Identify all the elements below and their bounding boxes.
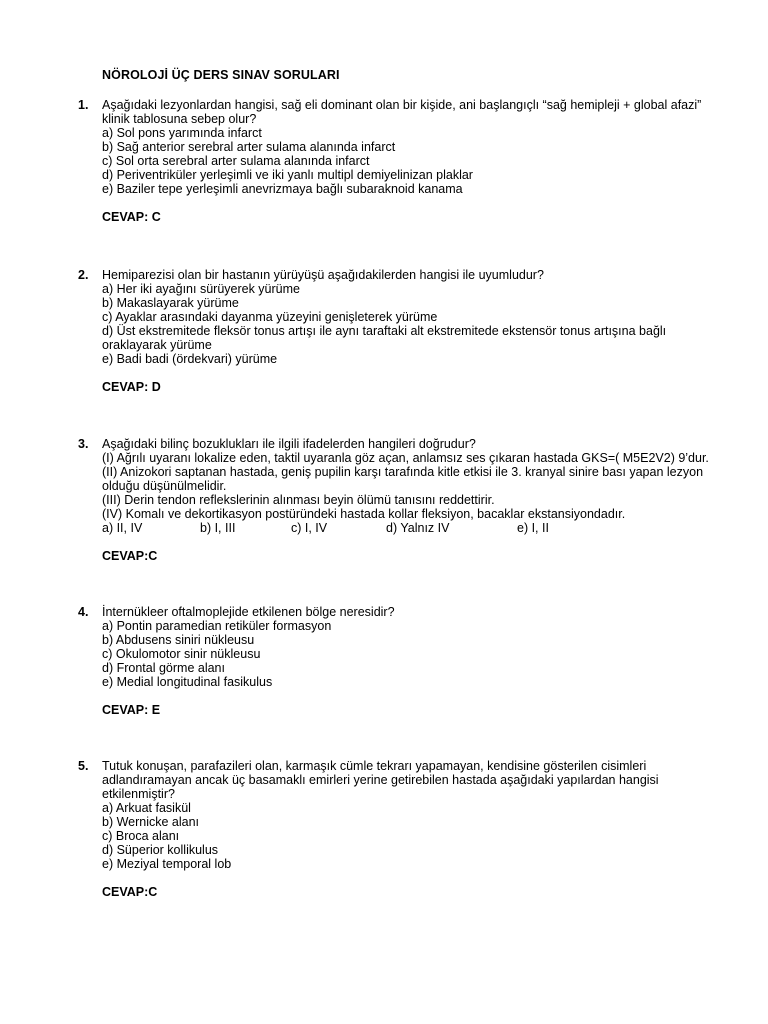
answer-option-c: c) Ayaklar arasındaki dayanma yüzeyini genişleterek yürüme bbox=[102, 310, 438, 324]
question-stem-line: Aşağıdaki bilinç bozuklukları ile ilgili ifadelerden hangileri doğrudur? bbox=[102, 437, 476, 451]
answer-option-c: c) Broca alanı bbox=[102, 829, 180, 843]
answer-option-e: e) Badi badi (ördekvari) yürüme bbox=[102, 352, 278, 366]
question-stem-line: adlandıramayan ancak üç basamaklı emirleri yerine getirebilen hastada aşağıdaki yapılardan hangisi bbox=[102, 773, 659, 787]
answer-option-d-continued: oraklayarak yürüme bbox=[102, 338, 212, 352]
answer-key: CEVAP: E bbox=[102, 703, 161, 717]
statement-iii: (III) Derin tendon reflekslerinin alınması beyin ölümü tanısını reddettirir. bbox=[102, 493, 495, 507]
answer-option-d: d) Süperior kollikulus bbox=[102, 843, 219, 857]
answer-option-a: a) II, IV bbox=[102, 521, 143, 535]
question-3 bbox=[78, 437, 738, 563]
question-stem-line: Hemiparezisi olan bir hastanın yürüyüşü aşağıdakilerden hangisi ile uyumludur? bbox=[102, 268, 544, 282]
question-number: 2. bbox=[78, 268, 89, 282]
answer-option-a: a) Sol pons yarımında infarct bbox=[102, 126, 262, 140]
answer-option-a: a) Arkuat fasikül bbox=[102, 801, 191, 815]
question-body bbox=[102, 268, 738, 394]
inline-options-row bbox=[102, 521, 738, 535]
question-stem-line: Tutuk konuşan, parafazileri olan, karmaşık cümle tekrarı yapamayan, kendisine gösterilen cisimleri bbox=[102, 759, 647, 773]
statement-ii: (II) Anizokori saptanan hastada, geniş pupilin karşı tarafında kitle etkisi ile 3. kranyal sinire bası yapan lezyon bbox=[102, 465, 704, 479]
question-1 bbox=[78, 98, 738, 224]
answer-option-d: d) Yalnız IV bbox=[386, 521, 450, 535]
question-body bbox=[102, 437, 738, 563]
answer-option-b: b) Sağ anterior serebral arter sulama alanında infarct bbox=[102, 140, 396, 154]
answer-option-b: b) I, III bbox=[200, 521, 236, 535]
answer-option-e: e) Meziyal temporal lob bbox=[102, 857, 232, 871]
question-body bbox=[102, 98, 738, 224]
question-body bbox=[102, 759, 738, 899]
question-stem-line: etkilenmiştir? bbox=[102, 787, 175, 801]
answer-option-a: a) Pontin paramedian retiküler formasyon bbox=[102, 619, 332, 633]
answer-key: CEVAP: C bbox=[102, 210, 161, 224]
question-number: 5. bbox=[78, 759, 89, 773]
question-stem-line: Aşağıdaki lezyonlardan hangisi, sağ eli dominant olan bir kişide, ani başlangıçlı “sağ hemipleji + global afazi” bbox=[102, 98, 702, 112]
question-number: 1. bbox=[78, 98, 89, 112]
answer-option-e: e) Medial longitudinal fasikulus bbox=[102, 675, 273, 689]
statement-ii-continued: olduğu düşünülmelidir. bbox=[102, 479, 227, 493]
answer-option-a: a) Her iki ayağını sürüyerek yürüme bbox=[102, 282, 300, 296]
document-title: NÖROLOJİ ÜÇ DERS SINAV SORULARI bbox=[102, 68, 340, 82]
answer-option-e: e) I, II bbox=[517, 521, 549, 535]
answer-key: CEVAP:C bbox=[102, 549, 158, 563]
statement-i: (I) Ağrılı uyaranı lokalize eden, taktil uyaranla göz açan, anlamsız ses çıkaran hastada GKS=( M5E2V2) 9’dur. bbox=[102, 451, 709, 465]
question-body bbox=[102, 605, 738, 717]
answer-option-c: c) Sol orta serebral arter sulama alanında infarct bbox=[102, 154, 370, 168]
answer-option-d: d) Frontal görme alanı bbox=[102, 661, 225, 675]
answer-option-b: b) Makaslayarak yürüme bbox=[102, 296, 239, 310]
answer-option-d: d) Üst ekstremitede fleksör tonus artışı ile aynı taraftaki alt ekstremitede ekstensör tonus artışına bağlı bbox=[102, 324, 667, 338]
answer-option-d: d) Periventriküler yerleşimli ve iki yanlı multipl demiyelinizan plaklar bbox=[102, 168, 473, 182]
question-5 bbox=[78, 759, 738, 899]
answer-option-e: e) Baziler tepe yerleşimli anevrizmaya bağlı subaraknoid kanama bbox=[102, 182, 463, 196]
statement-iv: (IV) Komalı ve dekortikasyon postüründeki hastada kollar fleksiyon, bacaklar ekstansiyondadır. bbox=[102, 507, 626, 521]
answer-option-b: b) Wernicke alanı bbox=[102, 815, 200, 829]
question-number: 3. bbox=[78, 437, 89, 451]
answer-option-c: c) I, IV bbox=[291, 521, 328, 535]
question-stem-line: İnternükleer oftalmoplejide etkilenen bölge neresidir? bbox=[102, 605, 395, 619]
answer-option-b: b) Abdusens siniri nükleusu bbox=[102, 633, 255, 647]
question-2 bbox=[78, 268, 738, 394]
answer-option-c: c) Okulomotor sinir nükleusu bbox=[102, 647, 261, 661]
answer-key: CEVAP:C bbox=[102, 885, 158, 899]
question-stem-line: klinik tablosuna sebep olur? bbox=[102, 112, 257, 126]
answer-key: CEVAP: D bbox=[102, 380, 161, 394]
question-4 bbox=[78, 605, 738, 717]
question-number: 4. bbox=[78, 605, 89, 619]
